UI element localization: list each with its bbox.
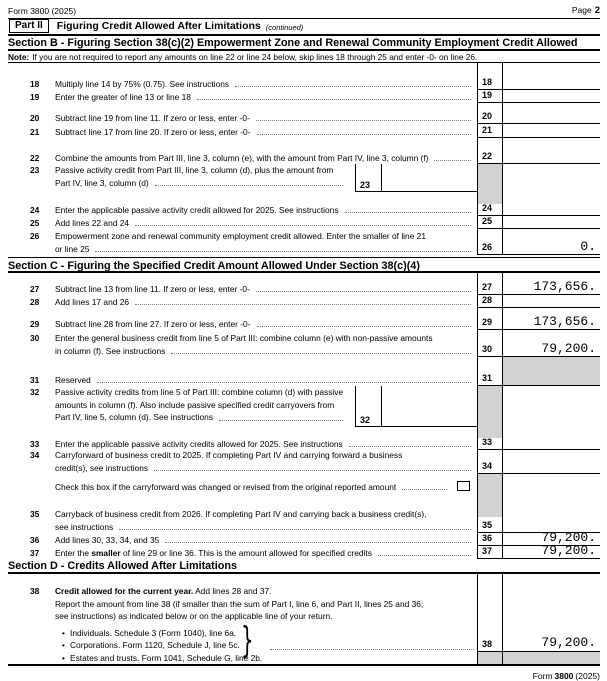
line-18-number: 18 [30,78,40,89]
line-25-number-box: 25 [477,216,503,229]
line-38-number: 38 [30,586,40,596]
dotted-leader [256,291,471,292]
line-27-amount-field[interactable] [503,273,600,295]
line-32-text-1: Passive activity credits from line 5 of Part III: combine column (d) with passive [55,387,344,397]
line-21-number: 21 [30,126,40,137]
line-28-number: 28 [30,296,40,307]
line-23-shaded-cell [477,164,503,192]
line-26-text-2: or line 25 [55,243,90,254]
form-line-22 [8,138,600,164]
line-34-text-2: credit(s), see instructions [55,462,149,473]
part-title: Figuring Credit Allowed After Limitations [56,20,261,32]
line-35-number-box: 35 [477,493,503,533]
line-37-text: Enter the smaller of line 29 or line 36. This is the amount allowed for specified credits [55,547,372,558]
line-35-amount-field[interactable] [503,493,600,533]
form-line-31 [8,357,600,386]
dotted-leader [235,86,471,87]
line-26-amount-field[interactable] [503,229,600,255]
line-25-number: 25 [30,217,40,228]
line-38-text-2: Report the amount from line 38 (if smaller than the sum of Part I, line 6, and Part II, lines 25 and 36; [55,598,424,609]
line-30-text-1: Enter the general business credit from line 5 of Part III: combine column (e) with non-passive amounts [55,333,433,343]
form-line-34 [8,450,600,474]
line-21-number-box: 21 [477,124,503,138]
line-36-number: 36 [30,534,40,545]
form-line-20 [8,103,600,124]
form-line-38 [8,574,600,666]
line-38-number-box: 38 [477,574,503,664]
line-32-amount-field[interactable] [382,386,477,426]
line-32-inner-number-box: 32 [355,386,382,426]
line-29-value: 173,656. [533,314,596,329]
dotted-leader [135,225,471,226]
dotted-leader [95,251,471,252]
line-22-number: 22 [30,152,40,163]
line-24-text: Enter the applicable passive activity credit allowed for 2025. See instructions [55,204,339,215]
line-26-number-box: 26 [477,229,503,255]
bullet-corporations: • Corporations. Form 1120, Schedule J, line 5c. [8,639,477,652]
line-24-amount-field[interactable] [503,204,600,216]
page-header [8,4,600,19]
line-18-number-box: 18 [477,63,503,90]
line-30-amount-field[interactable] [503,330,600,357]
dotted-leader [434,160,471,161]
line-25-text: Add lines 22 and 24 [55,217,130,228]
section-d-header: Section D - Credits Allowed After Limitations [8,559,600,574]
line-32-text-3: Part IV, line 5, column (d). See instructions [55,412,213,422]
line-34-number: 34 [30,450,40,460]
line-27-value: 173,656. [533,279,596,294]
line-32-number: 32 [30,387,40,397]
spacer-row [8,427,600,438]
line-20-number: 20 [30,112,40,123]
line-22-text: Combine the amounts from Part III, line 3, column (e), with the amount from Part IV, line 3, column (f) [55,152,429,163]
line-24-number-box: 24 [477,204,503,216]
dotted-leader [257,326,471,327]
line-23-inner-number-box: 23 [355,164,382,191]
line-18-amount-field[interactable] [503,63,600,90]
line-20-number-box: 20 [477,103,503,124]
section-b-header: Section B - Figuring Section 38(c)(2) Empowerment Zone and Renewal Community Employment Credit Allowed [8,36,600,51]
line-20-text: Subtract line 19 from line 11. If zero or less, enter -0- [55,112,250,123]
line-27-text: Subtract line 13 from line 11. If zero or less, enter -0- [55,283,250,294]
line-38-value: 79,200. [541,635,596,650]
line-36-text: Add lines 30, 33, 34, and 35 [55,534,160,545]
line-23-text-1: Passive activity credit from Part III, line 3, column (d), plus the amount from [55,165,334,175]
line-24-number: 24 [30,204,40,215]
line-33-amount-field[interactable] [503,438,600,450]
brace-icon: } [241,620,254,661]
form-line-18 [8,63,600,90]
page-number: 2 [594,5,600,16]
line-21-text: Subtract line 17 from line 20. If zero or less, enter -0- [55,126,251,137]
line-26-text-1: Empowerment zone and renewal community employment credit allowed. Enter the smaller of line 21 [55,231,427,241]
form-line-25 [8,216,600,229]
line-28-text: Add lines 17 and 26 [55,296,130,307]
dotted-leader [119,529,471,530]
form-line-27 [8,273,600,295]
form-line-19 [8,90,600,103]
line-29-number: 29 [30,318,40,329]
line-31-number-box: 31 [477,357,503,386]
line-25-amount-field[interactable] [503,216,600,229]
section-c-header: Section C - Figuring the Specified Credit Amount Allowed Under Section 38(c)(4) [8,257,600,273]
part-label: Part II [9,19,49,33]
line-23-text-2: Part IV, line 3, column (d) [55,177,149,188]
note-label: Note: [8,52,30,62]
form-line-29 [8,308,600,330]
line-32-shaded-cell [477,386,503,427]
bullet-icon [62,639,70,652]
line-33-text: Enter the applicable passive activity credits allowed for 2025. See instructions [55,438,343,449]
form-line-28 [8,295,600,308]
dotted-leader [135,304,471,305]
line-27-number: 27 [30,283,40,294]
line-19-text: Enter the greater of line 13 or line 18 [55,91,191,102]
bullet-icon [62,652,70,665]
form-line-30 [8,330,600,357]
line-23-amount-field[interactable] [382,164,477,191]
line-28-amount-field[interactable] [503,295,600,308]
line-18-text: Multiply line 14 by 75% (0.75). See instructions [55,78,230,89]
line-30-text-2: in column (f). See instructions [55,345,166,356]
line-22-amount-field[interactable] [503,138,600,164]
dotted-leader [270,649,474,650]
line-28-number-box: 28 [477,295,503,308]
line-23-entry-box [355,164,477,192]
form-line-26 [8,229,600,255]
line-22-number-box: 22 [477,138,503,164]
line-34-amount-field[interactable] [503,450,600,474]
line-19-amount-field[interactable] [503,90,600,103]
page-indicator: Page 2 [571,5,600,16]
shaded-cell [478,493,502,517]
line-35-text-2: see instructions [55,521,114,532]
line-29-amount-field[interactable] [503,308,600,330]
line-30-value: 79,200. [541,341,596,356]
line-29-number-box: 29 [477,308,503,330]
line-31-text: Reserved [55,374,91,385]
line-29-text: Subtract line 28 from line 27. If zero or less, enter -0- [55,318,251,329]
bullet-individuals: • Individuals. Schedule 3 (Form 1040), line 6a. [8,627,477,640]
line-38-text-1: Credit allowed for the current year. Add lines 28 and 37. [55,586,272,596]
line-26-number: 26 [30,231,40,241]
line-31-number: 31 [30,374,40,385]
line-23-number: 23 [30,165,40,175]
line-34-text-1: Carryforward of business credit to 2025. If completing Part IV and carrying forward a business [55,450,403,460]
dotted-leader [402,489,447,490]
checkbox-label: Check this box if the carryforward was changed or revised from the original reported amount [55,481,397,492]
line-32-entry-box [355,386,477,427]
line-34-number-box: 34 [477,450,503,474]
spacer-row [8,192,600,204]
carryforward-checkbox-row [8,474,600,493]
dotted-leader [345,212,471,213]
form-line-24 [8,204,600,216]
shaded-cell [477,474,503,493]
line-32-text-2: amounts in column (f). Also include passive specified credit carryovers from [55,399,335,410]
line-31-shaded-cell [503,357,600,386]
line-20-amount-field[interactable] [503,103,600,124]
dotted-leader [154,470,471,471]
dotted-leader [197,99,471,100]
footer-form-number: 3800 [554,671,574,681]
form-line-21 [8,124,600,138]
part-ii-header [8,19,600,36]
dotted-leader [256,120,471,121]
line-26-value: 0. [580,239,596,254]
dotted-leader [378,555,471,556]
bullet-icon [62,627,70,640]
line-36-number-box: 36 [477,533,503,546]
bullet-estates-trusts: • Estates and trusts. Form 1041, Schedule G, line 2b. [8,652,477,665]
form-line-23 [8,164,600,192]
line-37-value: 79,200. [541,543,596,558]
line-37-number-box: 37 [477,546,503,559]
form-line-32 [8,386,600,427]
line-30-number-box: 30 [477,330,503,357]
dotted-leader [171,353,471,354]
shaded-cell [478,652,502,664]
line-35-number: 35 [30,509,40,519]
dotted-leader [219,420,343,421]
line-35-text-1: Carryback of business credit from 2026. If completing Part IV and carrying back a business credit(s), [55,509,427,519]
dotted-leader [257,134,471,135]
form-id: Form 3800 (2025) [8,6,77,16]
line-38-amount-field[interactable] [503,574,600,664]
line-38-text-3: see instructions) as indicated below or on the applicable line of your return. [55,611,333,621]
line-30-number: 30 [30,333,40,343]
line-19-number-box: 19 [477,90,503,103]
section-b-note: Note: If you are not required to report any amounts on line 22 or line 24 below, skip lines 18 through 25 and enter -0- on line 26. [8,51,600,63]
form-line-36 [8,530,600,546]
dotted-leader [97,382,471,383]
line-37-amount-field[interactable] [503,543,600,559]
form-line-35 [8,493,600,533]
part-continued: (continued) [265,23,304,32]
dotted-leader [349,446,471,447]
line-37-number: 37 [30,547,40,558]
line-21-amount-field[interactable] [503,124,600,138]
shaded-cell [503,652,600,664]
line-27-number-box: 27 [477,273,503,295]
line-19-number: 19 [30,91,40,102]
page-footer: Form 3800 (2025) [532,671,600,681]
dotted-leader [155,185,343,186]
dotted-leader [165,542,471,543]
line-33-number: 33 [30,438,40,449]
line-33-number-box: 33 [477,438,503,450]
line-36-value: 79,200. [541,530,596,545]
carryforward-revised-checkbox[interactable] [457,481,470,491]
form-line-37 [8,543,600,559]
